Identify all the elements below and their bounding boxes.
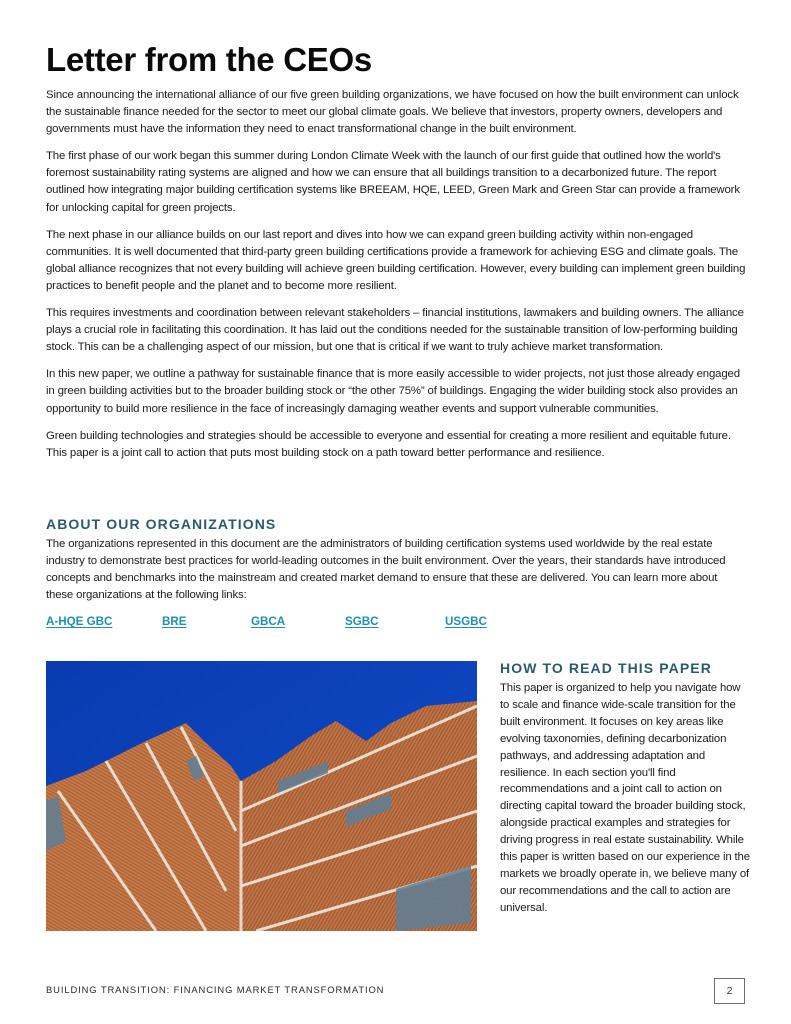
intro-paragraph: The first phase of our work began this summer during London Climate Week with the launch of our first guide that outlined how the world's foremost sustainability rating systems are aligned and how we can ensure that all buildings transition to a decarbonized future. The report outlined how integrating major building certification systems like BREEAM, HQE, LEED, Green Mark and Green Star can provide a framework for unlocking capital for green projects. bbox=[46, 150, 740, 214]
intro-letter bbox=[46, 87, 746, 472]
intro-paragraph: Green building technologies and strategies should be accessible to everyone and essential for creating a more resilient and equitable future. This paper is a joint call to action that puts most building stock on a path toward better performance and resilience. bbox=[46, 429, 731, 459]
intro-paragraph: This requires investments and coordination between relevant stakeholders – financial institutions, lawmakers and building owners. The alliance plays a crucial role in facilitating this coordination. It has laid out the conditions needed for the sustainable transition of low-performing building stock. This can be a challenging aspect of our mission, but one that is critical if we want to truly achieve market transformation. bbox=[46, 307, 744, 354]
about-organizations-text bbox=[46, 536, 746, 614]
intro-paragraph: In this new paper, we outline a pathway for sustainable finance that is more easily accessible to wider projects, not just those already engaged in green building activities but to the broader building stock or “the other 75%” of buildings. Engaging the wider building stock also provides an opportunity to build more resilience in the face of increasingly damaging weather events and support vulnerable communities. bbox=[46, 368, 740, 415]
intro-paragraph: The next phase in our alliance builds on our last report and dives into how we can expand green building activity within non-engaged communities. It is well documented that third-party green building certifications provide a framework for achieving ESG and climate goals. The global alliance recognizes that not every building will achieve green building certification. However, every building can implement green building practices to benefit people and the planet and to become more resilient. bbox=[46, 228, 746, 292]
link-bre[interactable]: BRE bbox=[162, 615, 187, 628]
page-number: 2 bbox=[714, 978, 745, 1004]
organization-links bbox=[46, 615, 746, 633]
link-a-hqe-gbc[interactable]: A-HQE GBC bbox=[46, 615, 113, 628]
how-to-read-heading: HOW TO READ THIS PAPER bbox=[500, 660, 712, 676]
how-to-read-text bbox=[500, 680, 750, 927]
how-to-read-paragraph: This paper is organized to help you navigate how to scale and finance wide-scale transition for the built environment. It focuses on key areas like evolving taxonomies, defining decarbonization pathways, and addressing adaptation and resilience. In each section you'll find recommendations and a joint call to action on directing capital toward the broader building stock, alongside practical examples and strategies for driving progress in real estate sustainability. While this paper is written based on our experience in the markets we broadly operate in, we believe many of our recommendations and the call to action are universal. bbox=[500, 682, 750, 914]
link-usgbc[interactable]: USGBC bbox=[445, 615, 487, 628]
link-gbca[interactable]: GBCA bbox=[251, 615, 286, 628]
about-paragraph: The organizations represented in this document are the administrators of building certification systems used worldwide by the real estate industry to demonstrate best practices for world-leading outcomes in the built environment. Over the years, their standards have introduced concepts and benchmarks into the mainstream and created market demand to ensure that these are delivered. You can learn more about these organizations at the following links: bbox=[46, 538, 726, 602]
about-organizations-heading: ABOUT OUR ORGANIZATIONS bbox=[46, 516, 277, 532]
building-facade-photo bbox=[46, 661, 477, 931]
intro-paragraph: Since announcing the international alliance of our five green building organizations, we have focused on how the built environment can unlock the sustainable finance needed for the sector to meet our global climate goals. We believe that investors, property owners, developers and governments must have the information they need to enact transformational change in the built environment. bbox=[46, 89, 739, 136]
page-title: Letter from the CEOs bbox=[46, 41, 372, 78]
link-sgbc[interactable]: SGBC bbox=[345, 615, 379, 628]
facade-illustration bbox=[46, 661, 477, 931]
footer-document-title: BUILDING TRANSITION: FINANCING MARKET TRANSFORMATION bbox=[46, 984, 385, 995]
